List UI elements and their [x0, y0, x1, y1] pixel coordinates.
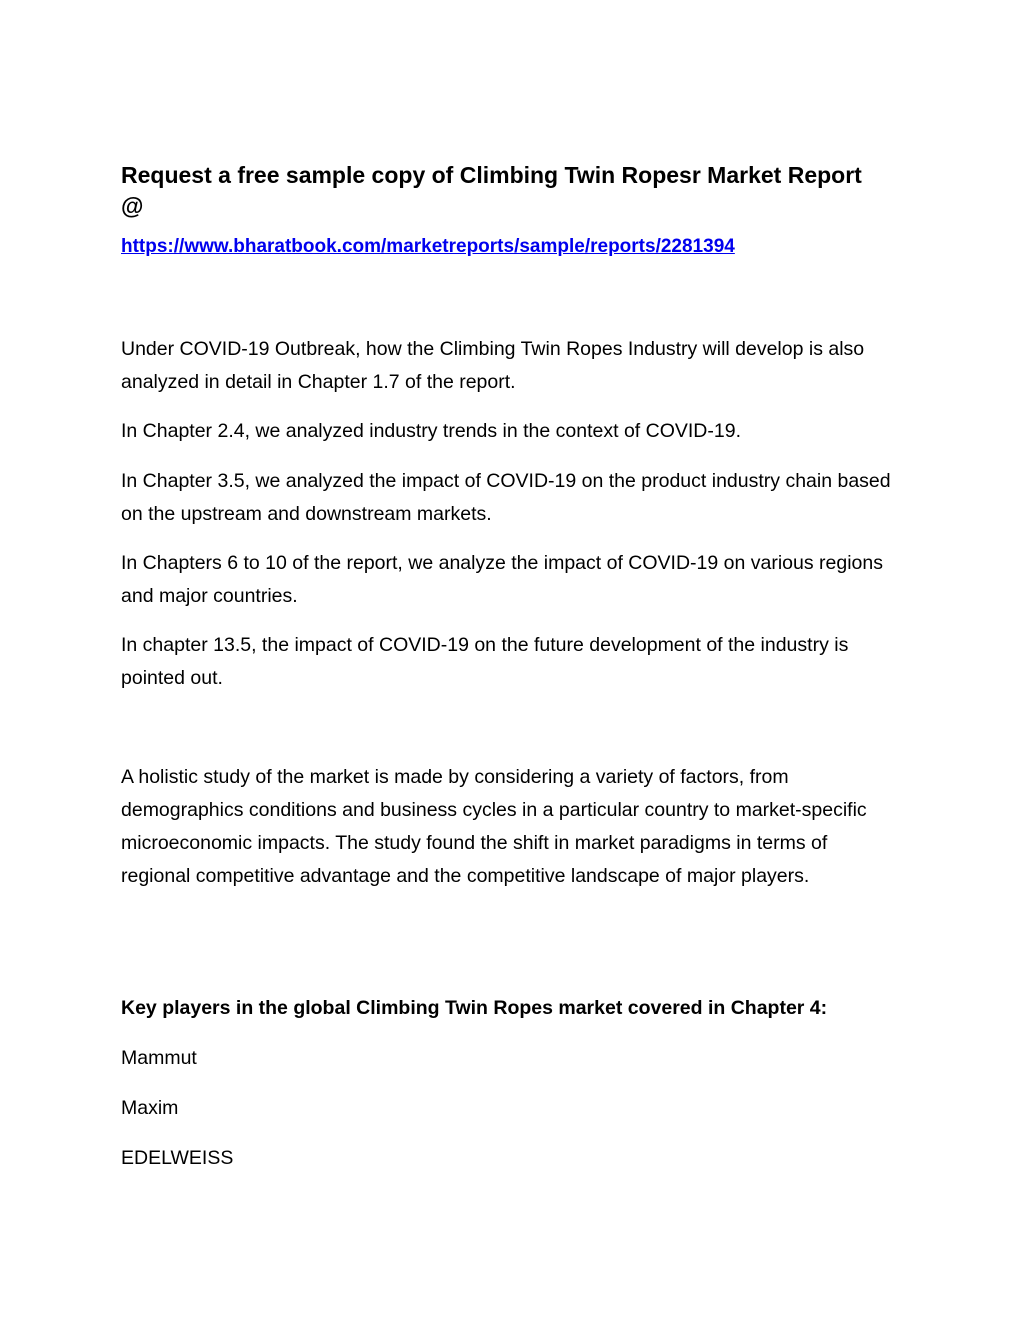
covid-paragraph-4: In Chapters 6 to 10 of the report, we analyze the impact of COVID-19 on various regions and major countries.: [121, 552, 883, 607]
covid-paragraph-3: In Chapter 3.5, we analyzed the impact of COVID-19 on the product industry chain based on the upstream and downstream markets.: [121, 470, 891, 525]
holistic-study-paragraph: A holistic study of the market is made by considering a variety of factors, from demographics conditions and business cycles in a particular country to market-specific microeconomic impacts. The study found the shift in market paradigms in terms of regional competitive advantage and the competitive landscape of major players.: [121, 766, 867, 887]
report-title: Request a free sample copy of Climbing Twin Ropesr Market Report: [121, 162, 862, 188]
key-player-item: Maxim: [121, 1097, 179, 1119]
key-players-heading: Key players in the global Climbing Twin Ropes market covered in Chapter 4:: [121, 997, 828, 1019]
covid-paragraph-5: In chapter 13.5, the impact of COVID-19 on the future development of the industry is pointed out.: [121, 634, 849, 689]
document-body: [121, 158, 901, 1169]
key-player-item: EDELWEISS: [121, 1147, 234, 1169]
sample-report-link[interactable]: https://www.bharatbook.com/marketreports/sample/reports/2281394: [121, 236, 735, 257]
report-title-at-sign: @: [121, 193, 144, 219]
key-player-item: Mammut: [121, 1047, 197, 1069]
covid-paragraph-2: In Chapter 2.4, we analyzed industry trends in the context of COVID-19.: [121, 420, 741, 442]
covid-paragraph-1: Under COVID-19 Outbreak, how the Climbing Twin Ropes Industry will develop is also analyzed in detail in Chapter 1.7 of the report.: [121, 338, 865, 393]
